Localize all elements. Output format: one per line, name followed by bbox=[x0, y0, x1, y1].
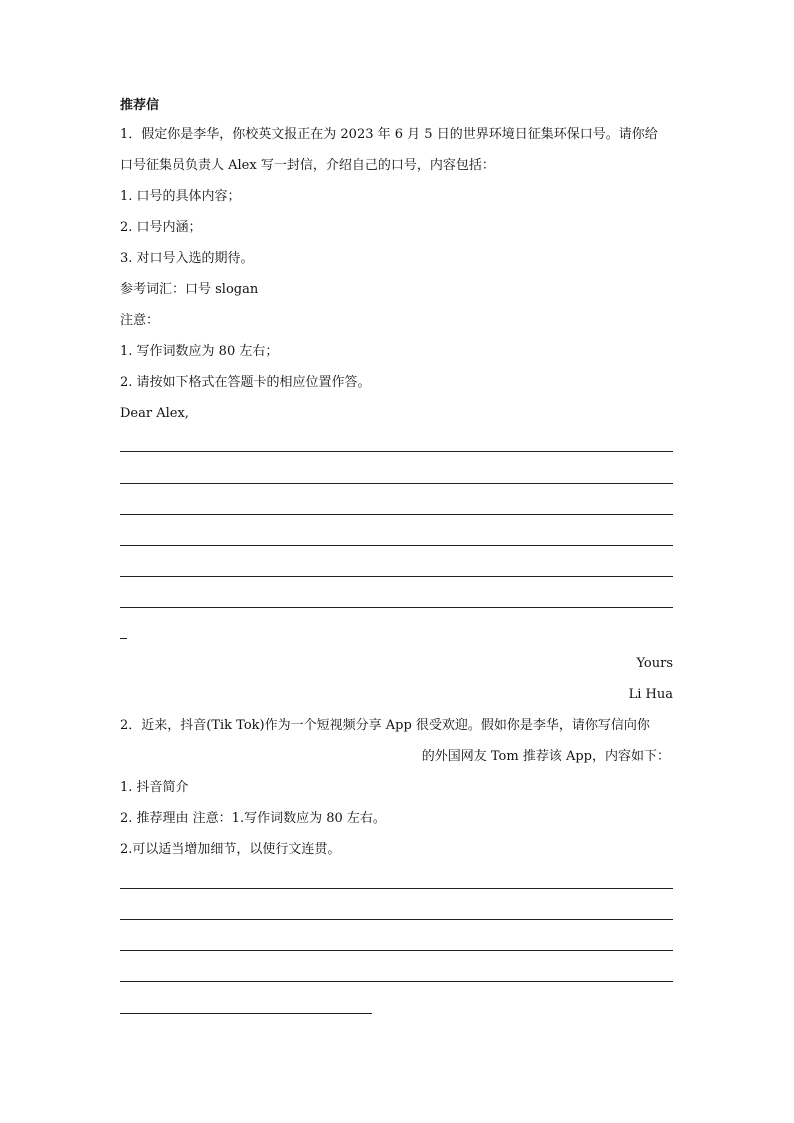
answer-line bbox=[120, 451, 673, 452]
q1-signature: Li Hua bbox=[628, 687, 673, 702]
answer-line bbox=[120, 607, 673, 608]
answer-line bbox=[120, 545, 673, 546]
q1-prompt-line2: 口号征集员负责人 Alex 写一封信，介绍自己的口号，内容包括： bbox=[120, 158, 495, 173]
q1-prompt-line1: 1．假定你是李华，你校英文报正在为 2023 年 6 月 5 日的世界环境日征集环保口号。请你给 bbox=[120, 127, 658, 142]
q2-extra-note: 2.可以适当增加细节，以使行文连贯。 bbox=[120, 842, 341, 857]
q1-closing: Yours bbox=[636, 656, 673, 671]
section-title: 推荐信 bbox=[120, 98, 160, 113]
answer-line bbox=[120, 919, 673, 920]
answer-line bbox=[120, 576, 673, 577]
answer-line bbox=[120, 981, 673, 982]
q1-vocab: 参考词汇：口号 slogan bbox=[120, 282, 259, 297]
q1-note-1: 1. 写作词数应为 80 左右； bbox=[120, 344, 279, 359]
answer-dash bbox=[120, 638, 127, 639]
q2-item-2: 2. 推荐理由 注意：1.写作词数应为 80 左右。 bbox=[120, 811, 386, 826]
q1-note-2: 2. 请按如下格式在答题卡的相应位置作答。 bbox=[120, 375, 371, 390]
answer-line bbox=[120, 483, 673, 484]
q2-prompt-line2: 的外国网友 Tom 推荐该 App，内容如下： bbox=[421, 749, 670, 764]
answer-line bbox=[120, 1013, 372, 1014]
q1-notes-label: 注意： bbox=[120, 313, 160, 328]
q1-item-1: 1. 口号的具体内容； bbox=[120, 189, 241, 204]
q1-item-2: 2. 口号内涵； bbox=[120, 220, 202, 235]
answer-line bbox=[120, 950, 673, 951]
q1-item-3: 3. 对口号入选的期待。 bbox=[120, 251, 254, 266]
q2-prompt-line1: 2．近来，抖音(Tik Tok)作为一个短视频分享 App 很受欢迎。假如你是李华，请你写信向你 bbox=[120, 718, 650, 733]
q1-greeting: Dear Alex, bbox=[120, 406, 189, 421]
q2-item-1: 1. 抖音简介 bbox=[120, 780, 189, 795]
answer-line bbox=[120, 514, 673, 515]
answer-line bbox=[120, 888, 673, 889]
